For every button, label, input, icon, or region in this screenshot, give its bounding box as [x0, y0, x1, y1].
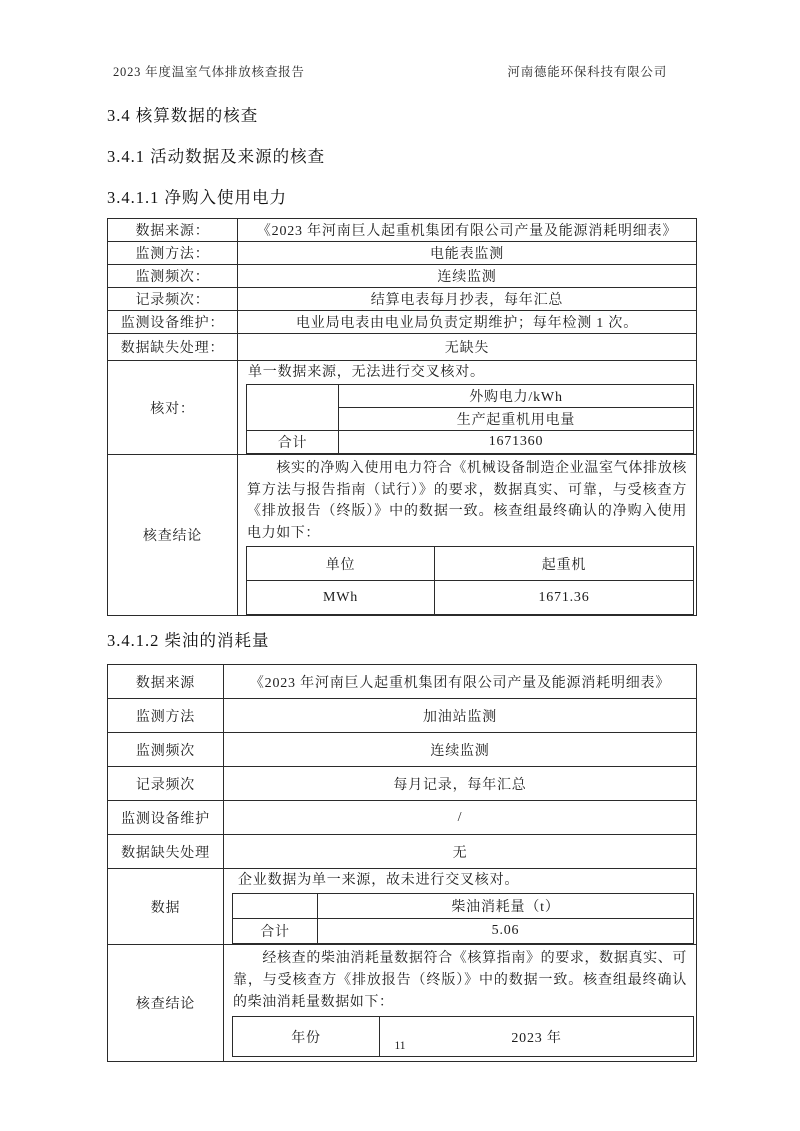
crane-header: 起重机: [435, 547, 694, 581]
record-frequency-label: 记录频次：: [108, 288, 238, 311]
total-label: 合计: [233, 919, 318, 944]
section-heading-3-4-1-1: 3.4.1.1 净购入使用电力: [107, 188, 287, 207]
section-heading-3-4-1: 3.4.1 活动数据及来源的核查: [107, 147, 326, 166]
table-row: [108, 288, 697, 311]
check-row: [108, 361, 697, 455]
table-row: [247, 547, 694, 581]
total-label: 合计: [247, 431, 339, 454]
conclusion-label: 核查结论: [108, 945, 224, 1062]
year-value: 2023 年: [380, 1017, 694, 1057]
conclusion-content: [238, 455, 697, 616]
year-label: 年份: [233, 1017, 380, 1057]
missing-data-label: 数据缺失处理: [108, 835, 224, 869]
empty-cell: [233, 894, 318, 919]
crane-electricity-usage: 生产起重机用电量: [339, 408, 694, 431]
data-content: [224, 869, 697, 945]
check-content: [238, 361, 697, 455]
monitor-method-value: 加油站监测: [224, 699, 697, 733]
record-frequency-value: 结算电表每月抄表，每年汇总: [238, 288, 697, 311]
electricity-check-subtable: [246, 384, 694, 454]
page-number: 11: [394, 1040, 406, 1052]
table-row: [108, 265, 697, 288]
total-diesel-value: 5.06: [318, 919, 694, 944]
table-row: [108, 699, 697, 733]
device-maintenance-value: /: [224, 801, 697, 835]
data-source-label: 数据来源: [108, 665, 224, 699]
purchased-electricity-header: 外购电力/kWh: [339, 385, 694, 408]
diesel-data-subtable: [232, 893, 694, 944]
table-row: [108, 334, 697, 361]
missing-data-label: 数据缺失处理：: [108, 334, 238, 361]
record-frequency-value: 每月记录，每年汇总: [224, 767, 697, 801]
table-row: [247, 431, 694, 454]
table-row: [233, 894, 694, 919]
device-maintenance-label: 监测设备维护: [108, 801, 224, 835]
conclusion-row: [108, 455, 697, 616]
diesel-verification-table: [107, 664, 697, 1062]
electricity-verification-table: [107, 218, 697, 616]
electricity-conclusion-subtable: [246, 546, 694, 615]
empty-cell: [247, 385, 339, 431]
running-header: [113, 62, 667, 80]
conclusion-label: 核查结论: [108, 455, 238, 616]
electricity-mwh-value: 1671.36: [435, 581, 694, 615]
diesel-consumption-header: 柴油消耗量（t）: [318, 894, 694, 919]
table-row: [108, 242, 697, 265]
data-row: [108, 869, 697, 945]
table-row: [108, 835, 697, 869]
table-row: [108, 665, 697, 699]
table-row: [247, 581, 694, 615]
data-source-label: 数据来源：: [108, 219, 238, 242]
header-company-name: 河南德能环保科技有限公司: [507, 65, 667, 79]
section-heading-3-4-1-2: 3.4.1.2 柴油的消耗量: [107, 631, 270, 650]
table-row: [108, 733, 697, 767]
device-maintenance-value: 电业局电表由电业局负责定期维护；每年检测 1 次。: [238, 311, 697, 334]
monitor-method-label: 监测方法: [108, 699, 224, 733]
table-row: [247, 385, 694, 408]
missing-data-value: 无缺失: [238, 334, 697, 361]
header-report-title: 2023 年度温室气体排放核查报告: [113, 65, 305, 79]
check-label: 核对：: [108, 361, 238, 455]
device-maintenance-label: 监测设备维护：: [108, 311, 238, 334]
total-electricity-value: 1671360: [339, 431, 694, 454]
table-row: [108, 219, 697, 242]
monitor-frequency-value: 连续监测: [224, 733, 697, 767]
data-source-value: 《2023 年河南巨人起重机集团有限公司产量及能源消耗明细表》: [238, 219, 697, 242]
conclusion-paragraph: 经核查的柴油消耗量数据符合《核算指南》的要求，数据真实、可靠，与受核查方《排放报告（终版）》中的数据一致。核查组最终确认的柴油消耗量数据如下：: [233, 951, 687, 1010]
page-content: [107, 106, 697, 1062]
section-heading-3-4: 3.4 核算数据的核查: [107, 106, 259, 125]
data-source-value: 《2023 年河南巨人起重机集团有限公司产量及能源消耗明细表》: [224, 665, 697, 699]
record-frequency-label: 记录频次: [108, 767, 224, 801]
unit-value: MWh: [247, 581, 435, 615]
monitor-method-label: 监测方法：: [108, 242, 238, 265]
check-note: 单一数据来源，无法进行交叉核对。: [248, 365, 485, 380]
monitor-frequency-label: 监测频次：: [108, 265, 238, 288]
conclusion-paragraph: 核实的净购入使用电力符合《机械设备制造企业温室气体排放核算方法与报告指南（试行）》的要求，数据真实、可靠，与受核查方《排放报告（终版）》中的数据一致。核查组最终确认的净购入使用电力如下：: [247, 461, 687, 541]
table-row: [108, 801, 697, 835]
monitor-frequency-value: 连续监测: [238, 265, 697, 288]
data-label: 数据: [108, 869, 224, 945]
monitor-frequency-label: 监测频次: [108, 733, 224, 767]
table-row: [108, 767, 697, 801]
missing-data-value: 无: [224, 835, 697, 869]
data-note: 企业数据为单一来源，故未进行交叉核对。: [238, 873, 520, 888]
monitor-method-value: 电能表监测: [238, 242, 697, 265]
unit-header: 单位: [247, 547, 435, 581]
table-row: [233, 919, 694, 944]
table-row: [108, 311, 697, 334]
